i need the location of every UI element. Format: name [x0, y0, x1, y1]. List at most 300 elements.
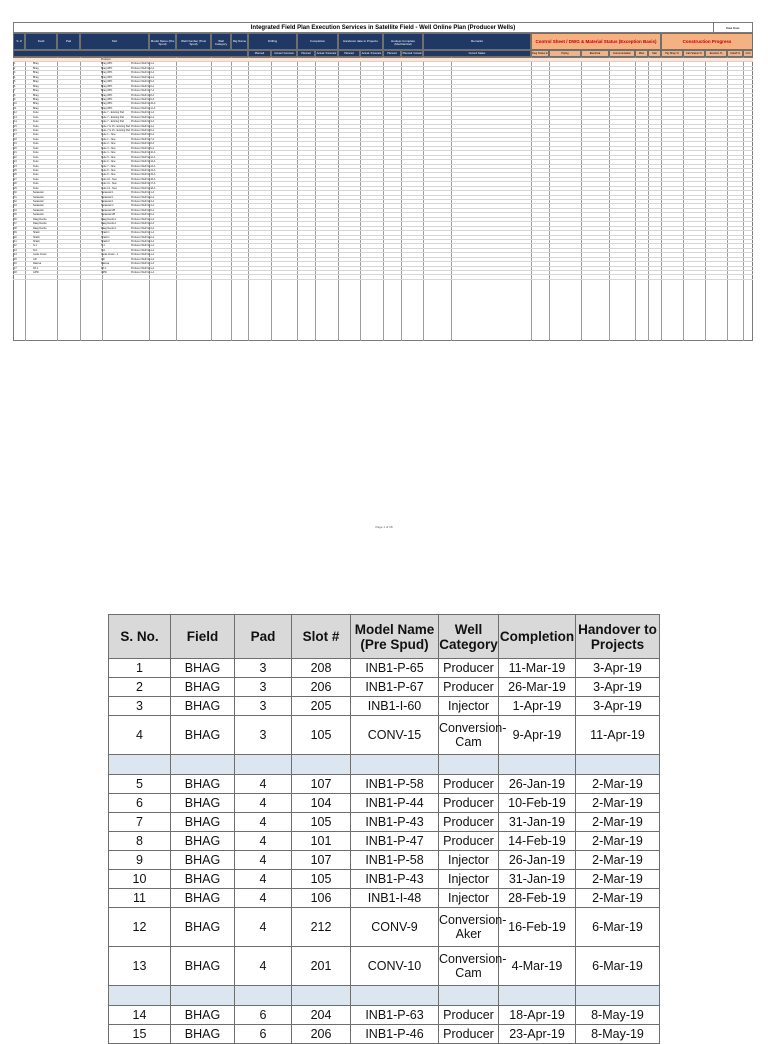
cell-pad: 4 [235, 813, 292, 832]
subheader-cell [609, 50, 635, 57]
cell-sn: 45 [14, 257, 17, 261]
cell-field: Raavva [33, 262, 42, 266]
cell-pad: 6 [235, 1025, 292, 1044]
cell-sn: 1 [109, 659, 171, 678]
subheader-label: Current Status [468, 52, 486, 55]
cell-sn: 33 [14, 204, 17, 208]
subheader-label: Mat [652, 52, 657, 55]
cell-field: BHAG [171, 775, 235, 794]
cell-slot: Kude 2 - New [101, 142, 116, 146]
cell-model: Producer Well No.4-A [131, 75, 155, 79]
cell-slot: Bhag WP1 [101, 75, 113, 79]
column-header [80, 33, 149, 50]
subheader-label: Planned [301, 52, 311, 55]
column-header [383, 33, 423, 50]
cell-sn: 15 [109, 1025, 171, 1044]
cell-model: Producer Well No.16-A [131, 177, 156, 181]
cell-slot: Kude 5 - New [101, 155, 116, 159]
cell-slot: Saraswati 1 [101, 200, 114, 203]
cell-model: INB1-P-58 [351, 851, 439, 870]
column-header-label: S. # [16, 39, 22, 43]
cell-slot: 107 [292, 851, 351, 870]
cell-model: Producer Well No.2-A [131, 115, 155, 119]
cell-field: Bhag [33, 62, 39, 66]
column-header-label: Well Number (Post Spud) [180, 39, 207, 46]
table-row [109, 1006, 660, 1025]
cell-sn: 11 [14, 106, 17, 110]
cell-model: Producer Well No.2-A [131, 235, 155, 239]
cell-sn: 14 [109, 1006, 171, 1025]
table-header-cell: Pad [235, 615, 292, 659]
cell-model: CONV-9 [351, 908, 439, 947]
subheader-label: Actual / Forecast [274, 52, 294, 55]
cell-model: Producer Well No.5-A [131, 80, 155, 84]
cell-model: INB1-P-63 [351, 1006, 439, 1025]
cell-sn: 6 [109, 794, 171, 813]
column-header-label: Hookup Complete (Mechanical) [390, 39, 415, 46]
cell-sn: 47 [14, 266, 17, 270]
cell-model: INB1-P-43 [351, 813, 439, 832]
cell-category: Producer [439, 813, 499, 832]
cell-model: Producer Well No.1-A [131, 111, 155, 115]
sheet-title: Integrated Field Plan Execution Services in Satellite Field - Well Online Plan (Producer Wells) [250, 25, 516, 31]
cell-field: Kude [33, 164, 39, 168]
column-header [248, 33, 297, 50]
cell-field: Guda Jonam [33, 253, 47, 257]
column-header [149, 33, 176, 50]
cell-slot: Kude 7 - Existing Pad [101, 120, 124, 124]
cell-field: Kude [33, 115, 39, 119]
cell-slot: 105 [292, 716, 351, 755]
cell-pad: 4 [235, 794, 292, 813]
cell-slot: Bhag WP1 [101, 71, 113, 75]
separator-cell [351, 755, 439, 775]
cell-model: Producer Well No.10-A [131, 151, 156, 155]
cell-model: INB1-I-48 [351, 889, 439, 908]
subheader-label: Planned [254, 52, 265, 55]
cell-completion: 9-Apr-19 [499, 716, 576, 755]
cell-field: Bhag [33, 97, 39, 101]
zoomed-table-crop [108, 614, 659, 1044]
cell-model: Producer Well No.4-A [131, 124, 155, 128]
cell-slot: Kude 9 - New [101, 173, 116, 177]
cell-field: BHAG [171, 832, 235, 851]
subheader-cell [315, 50, 338, 57]
cell-field: Saraswati [33, 204, 44, 208]
cell-sn: 21 [14, 151, 17, 155]
cell-field: KP-1 [33, 266, 39, 270]
cell-completion: 11-Mar-19 [499, 659, 576, 678]
cell-model: INB1-P-44 [351, 794, 439, 813]
cell-field: Shakti [33, 231, 40, 235]
separator-cell [292, 986, 351, 1006]
subheader-cell [661, 50, 683, 57]
cell-model: Producer Well No.1-A [131, 266, 155, 270]
column-header [297, 33, 338, 50]
cell-model: Producer Well No.15-A [131, 173, 156, 177]
cell-model: Producer Well No.7-A [131, 137, 155, 141]
subheader-cell [727, 50, 743, 57]
column-header [661, 33, 753, 50]
cell-category: Conversion-Cam [439, 716, 499, 755]
table-row [109, 1025, 660, 1044]
table-row [13, 275, 753, 279]
column-header [25, 33, 57, 50]
cell-completion: 16-Feb-19 [499, 908, 576, 947]
cell-model: Producer Well No.1-A [131, 248, 155, 252]
cell-model: INB1-P-47 [351, 832, 439, 851]
cell-sn: 29 [14, 186, 17, 190]
cell-field: Kude [33, 168, 39, 172]
cell-model: Producer Well No.1-A [131, 253, 155, 257]
cell-sn: 44 [14, 253, 17, 257]
cell-sn: 10 [14, 102, 17, 106]
subheader-cell [648, 50, 661, 57]
cell-model: Producer Well No.7-A [131, 89, 155, 93]
column-header-label: Well Category [214, 39, 228, 46]
cell-field: BHAG [171, 813, 235, 832]
cell-sn: 42 [14, 244, 17, 248]
cell-sn: 8 [109, 832, 171, 851]
cell-handover: 2-Mar-19 [576, 851, 660, 870]
cell-sn: 43 [14, 248, 17, 252]
cell-completion: 31-Jan-19 [499, 870, 576, 889]
cell-model: Producer Well No.4-A [131, 204, 155, 208]
separator-cell [576, 755, 660, 775]
cell-field: Bhag [33, 106, 39, 110]
cell-field: Kude [33, 173, 39, 177]
cell-slot: Saraswati 2 [101, 204, 114, 208]
cell-completion: 28-Feb-19 [499, 889, 576, 908]
cell-slot: 104 [292, 794, 351, 813]
cell-model: Producer Well No.3-A [131, 71, 155, 75]
cell-completion: 10-Feb-19 [499, 794, 576, 813]
cell-sn: 22 [14, 155, 17, 159]
cell-field: Bhag [33, 80, 39, 84]
cell-category: Producer [439, 678, 499, 697]
cell-sn: 2 [109, 678, 171, 697]
cell-pad: 3 [235, 678, 292, 697]
cell-slot: Bhag WP1 [101, 62, 113, 66]
column-header-label: Pad [65, 39, 72, 43]
cell-field: Shakti [33, 239, 40, 243]
subheader-label: Dwg Status in [532, 52, 549, 55]
cell-pad: 4 [235, 889, 292, 908]
cell-slot: Kude 7 - Existing Pad [101, 111, 124, 115]
cell-field: Kude [33, 111, 39, 115]
cell-model: Producer Well No.6-A [131, 213, 155, 217]
cell-category: Producer [439, 659, 499, 678]
subheader-label: Pig Shop % [665, 52, 679, 55]
cell-sn: 9 [109, 851, 171, 870]
cell-sn: 18 [14, 137, 17, 141]
table-row [109, 678, 660, 697]
subheader-cell [271, 50, 297, 57]
cell-field: BHAG [171, 851, 235, 870]
separator-cell [171, 755, 235, 775]
cell-model: Producer Well No.10-A [131, 102, 156, 106]
cell-model: Producer Well No.11-A [131, 106, 156, 110]
subheader-cell [401, 50, 423, 57]
cell-slot: Kude 3 - New [101, 146, 116, 150]
cell-completion: 26-Jan-19 [499, 851, 576, 870]
cell-model: Producer Well No.5-A [131, 208, 155, 212]
column-header [13, 33, 25, 50]
cell-sn: 2 [14, 66, 16, 70]
cell-completion: 4-Mar-19 [499, 947, 576, 986]
cell-completion: 18-Apr-19 [499, 1006, 576, 1025]
cell-sn: 46 [14, 262, 17, 266]
column-header-label: Field [37, 39, 45, 43]
cell-sn: 4 [14, 75, 16, 79]
cell-sn: 8 [14, 93, 16, 97]
table-row [109, 889, 660, 908]
cell-sn: 1 [14, 62, 16, 66]
column-header [423, 33, 531, 50]
cell-slot: GR [101, 257, 105, 261]
cell-field: N-1 [33, 244, 37, 248]
cell-slot: Raavva [101, 262, 110, 266]
cell-model: Producer Well No.3-A [131, 226, 155, 230]
cell-slot: Kude 4 - New [101, 151, 116, 155]
cell-sn: 35 [14, 213, 17, 217]
cell-slot: Kude 10 - New [101, 177, 117, 181]
cell-sn: 34 [14, 208, 17, 212]
table-row [109, 870, 660, 889]
cell-model: CONV-10 [351, 947, 439, 986]
cell-slot: Shakti 1 [101, 231, 110, 235]
subheader-cell [383, 50, 401, 57]
subheader-cell [581, 50, 609, 57]
cell-slot: 201 [292, 947, 351, 986]
cell-slot: 101 [292, 832, 351, 851]
table-header-cell: Completion [499, 615, 576, 659]
cell-handover: 3-Apr-19 [576, 659, 660, 678]
cell-field: Raag Deoda [33, 222, 47, 226]
cell-handover: 2-Mar-19 [576, 832, 660, 851]
cell-field: Saraswati [33, 208, 44, 212]
cell-model: Producer Well No.2-A [131, 66, 155, 70]
separator-cell [171, 986, 235, 1006]
cell-category: Conversion-Aker [439, 908, 499, 947]
column-header-label: Completion [309, 39, 326, 43]
cell-slot: Kude 11 - New [101, 182, 117, 186]
table-header-cell: Handover to Projects [576, 615, 660, 659]
cell-sn: 5 [14, 80, 16, 84]
separator-cell [439, 986, 499, 1006]
cell-slot: 106 [292, 889, 351, 908]
cell-sn: 31 [14, 195, 17, 199]
column-header-label: Slot [111, 39, 118, 43]
subheader-label: Erection % [709, 52, 723, 55]
cell-slot: Bhag WP1 [101, 97, 113, 101]
separator-cell [109, 755, 171, 775]
cell-handover: 2-Mar-19 [576, 870, 660, 889]
cell-slot: Kude 7 to 15 - Existing Pad [101, 129, 130, 132]
cell-sn: 16 [14, 129, 17, 132]
subheader-cell [743, 50, 753, 57]
cell-slot: Raag Deoda 1 [101, 222, 117, 226]
cell-slot: N-1 [101, 244, 105, 248]
cell-sn: 32 [14, 200, 17, 203]
cell-sn: 40 [14, 235, 17, 239]
cell-field: Kude [33, 137, 39, 141]
separator-cell [499, 755, 576, 775]
subheader-label: Planned [387, 52, 397, 55]
subheader-label: Planned [344, 52, 354, 55]
cell-model: Producer Well No.1-A [131, 231, 155, 235]
cell-field: GPW [33, 271, 39, 274]
cell-field: Saraswati [33, 200, 44, 203]
sheet-title-bar [13, 22, 753, 33]
cell-field: Saraswati [33, 195, 44, 199]
cell-handover: 3-Apr-19 [576, 678, 660, 697]
cell-slot: Shakti 2 [101, 239, 110, 243]
cell-slot: Bhag WP1 [101, 66, 113, 70]
cell-slot: Saraswati 1 [101, 191, 114, 195]
column-header-label: Handover date to Projects [343, 39, 378, 43]
cell-pad: 4 [235, 832, 292, 851]
cell-sn: 30 [14, 191, 17, 195]
cell-slot: Kude 7 to 15 - Existing Pad [101, 124, 130, 128]
cell-sn: 12 [109, 908, 171, 947]
cell-sn: 11 [109, 889, 171, 908]
cell-model: Producer Well No.3-A [131, 120, 155, 124]
column-header-label: Model Name (Pre Spud) [150, 39, 175, 46]
table-header-cell: S. No. [109, 615, 171, 659]
table-row [109, 794, 660, 813]
cell-field: Kude [33, 182, 39, 186]
subheader-label: Install % [730, 52, 740, 55]
separator-cell [235, 986, 292, 1006]
cell-sn: 20 [14, 146, 17, 150]
cell-handover: 8-May-19 [576, 1025, 660, 1044]
cell-slot: Guda Jonam - 1 [101, 253, 119, 257]
column-header [176, 33, 211, 50]
column-header-label: Construction Progress [682, 39, 732, 44]
column-header [57, 33, 80, 50]
cell-handover: 6-Mar-19 [576, 947, 660, 986]
cell-slot: Raag Deoda 1 [101, 226, 117, 230]
cell-field: BHAG [171, 908, 235, 947]
cell-model: Producer Well No.13-A [131, 164, 156, 168]
cell-field: BHAG [171, 716, 235, 755]
cell-model: INB1-P-67 [351, 678, 439, 697]
cell-slot: 206 [292, 678, 351, 697]
column-header [531, 33, 661, 50]
subheader-label: Instrumentation [613, 52, 631, 55]
subheader-cell [549, 50, 581, 57]
cell-slot: Bhag WP1 [101, 84, 113, 88]
column-header-label: Control Sheet / DWG & Material Status (Exception Basis) [535, 39, 657, 44]
cell-model: Producer Well No.8-A [131, 142, 155, 146]
cell-field: Kude [33, 177, 39, 181]
cell-field: Saraswati [33, 191, 44, 195]
cell-model: Producer Well No.6-A [131, 84, 155, 88]
cell-sn: 28 [14, 182, 17, 186]
cell-category: Producer [439, 1025, 499, 1044]
table-header-cell: Well Category [439, 615, 499, 659]
cell-completion: 14-Feb-19 [499, 832, 576, 851]
cell-slot: 208 [292, 659, 351, 678]
cell-sn: 17 [14, 133, 17, 137]
cell-field: Kude [33, 129, 39, 132]
subheader-cell [338, 50, 360, 57]
cell-slot: Bhag WP1 [101, 106, 113, 110]
table-row [109, 851, 660, 870]
cell-slot: Bhag WP1 [101, 93, 113, 97]
cell-slot: GPW [101, 271, 107, 274]
cell-slot: Kude 1 - New [101, 133, 116, 137]
cell-category: Producer [439, 1006, 499, 1025]
cell-model: Producer Well No.1-A [131, 271, 155, 274]
cell-pad: 4 [235, 775, 292, 794]
cell-field: Bhag [33, 93, 39, 97]
cell-field: Kude [33, 186, 39, 190]
cell-field: Bhag [33, 71, 39, 75]
separator-cell [576, 986, 660, 1006]
subheader-cell [635, 50, 648, 57]
cell-field: BHAG [171, 947, 235, 986]
cell-completion: 26-Mar-19 [499, 678, 576, 697]
table-row [109, 813, 660, 832]
cell-category: Injector [439, 851, 499, 870]
cell-model: Producer Well No.1-A [131, 244, 155, 248]
cell-category: Producer [439, 794, 499, 813]
cell-slot: 107 [292, 775, 351, 794]
sheet-rows [13, 58, 753, 280]
cell-field: BHAG [171, 697, 235, 716]
cell-pad: 4 [235, 908, 292, 947]
handover-table [108, 614, 660, 1044]
cell-model: Producer Well No.2-A [131, 195, 155, 199]
cell-field: Kude [33, 151, 39, 155]
cell-handover: 11-Apr-19 [576, 716, 660, 755]
cell-field: GR [33, 257, 37, 261]
separator-cell [439, 755, 499, 775]
cell-model: Producer Well No.18-A [131, 186, 156, 190]
cell-slot: 205 [292, 697, 351, 716]
cell-handover: 2-Mar-19 [576, 889, 660, 908]
cell-slot: Kude 1 - New [101, 137, 116, 141]
subheader-spacer [13, 50, 248, 57]
cell-handover: 2-Mar-19 [576, 775, 660, 794]
table-header-row [109, 615, 660, 659]
page-number: Page 1 of 18 [375, 525, 393, 529]
cell-pad: 4 [235, 870, 292, 889]
column-header-label: Remarks [470, 39, 483, 43]
cell-field: Raag Deoda [33, 217, 47, 221]
table-row [109, 908, 660, 947]
cell-slot: 204 [292, 1006, 351, 1025]
column-header-label: Drilling [267, 39, 278, 43]
table-row [109, 697, 660, 716]
cell-model: INB1-I-60 [351, 697, 439, 716]
cell-handover: 3-Apr-19 [576, 697, 660, 716]
cell-field: Saraswati [33, 213, 44, 217]
cell-slot: Kude 6 - New [101, 160, 116, 164]
separator-cell [292, 755, 351, 775]
cell-slot: Kude 7 - New [101, 164, 116, 168]
cell-field: BHAG [171, 889, 235, 908]
cell-slot: Bhag WP1 [101, 102, 113, 106]
cell-pad: 3 [235, 716, 292, 755]
cell-sn: 3 [14, 71, 16, 75]
cell-field: Kude [33, 160, 39, 164]
cell-model: Producer Well No.9-A [131, 97, 155, 101]
cell-model: Producer Well No.3-A [131, 200, 155, 203]
subheader-cell [360, 50, 383, 57]
